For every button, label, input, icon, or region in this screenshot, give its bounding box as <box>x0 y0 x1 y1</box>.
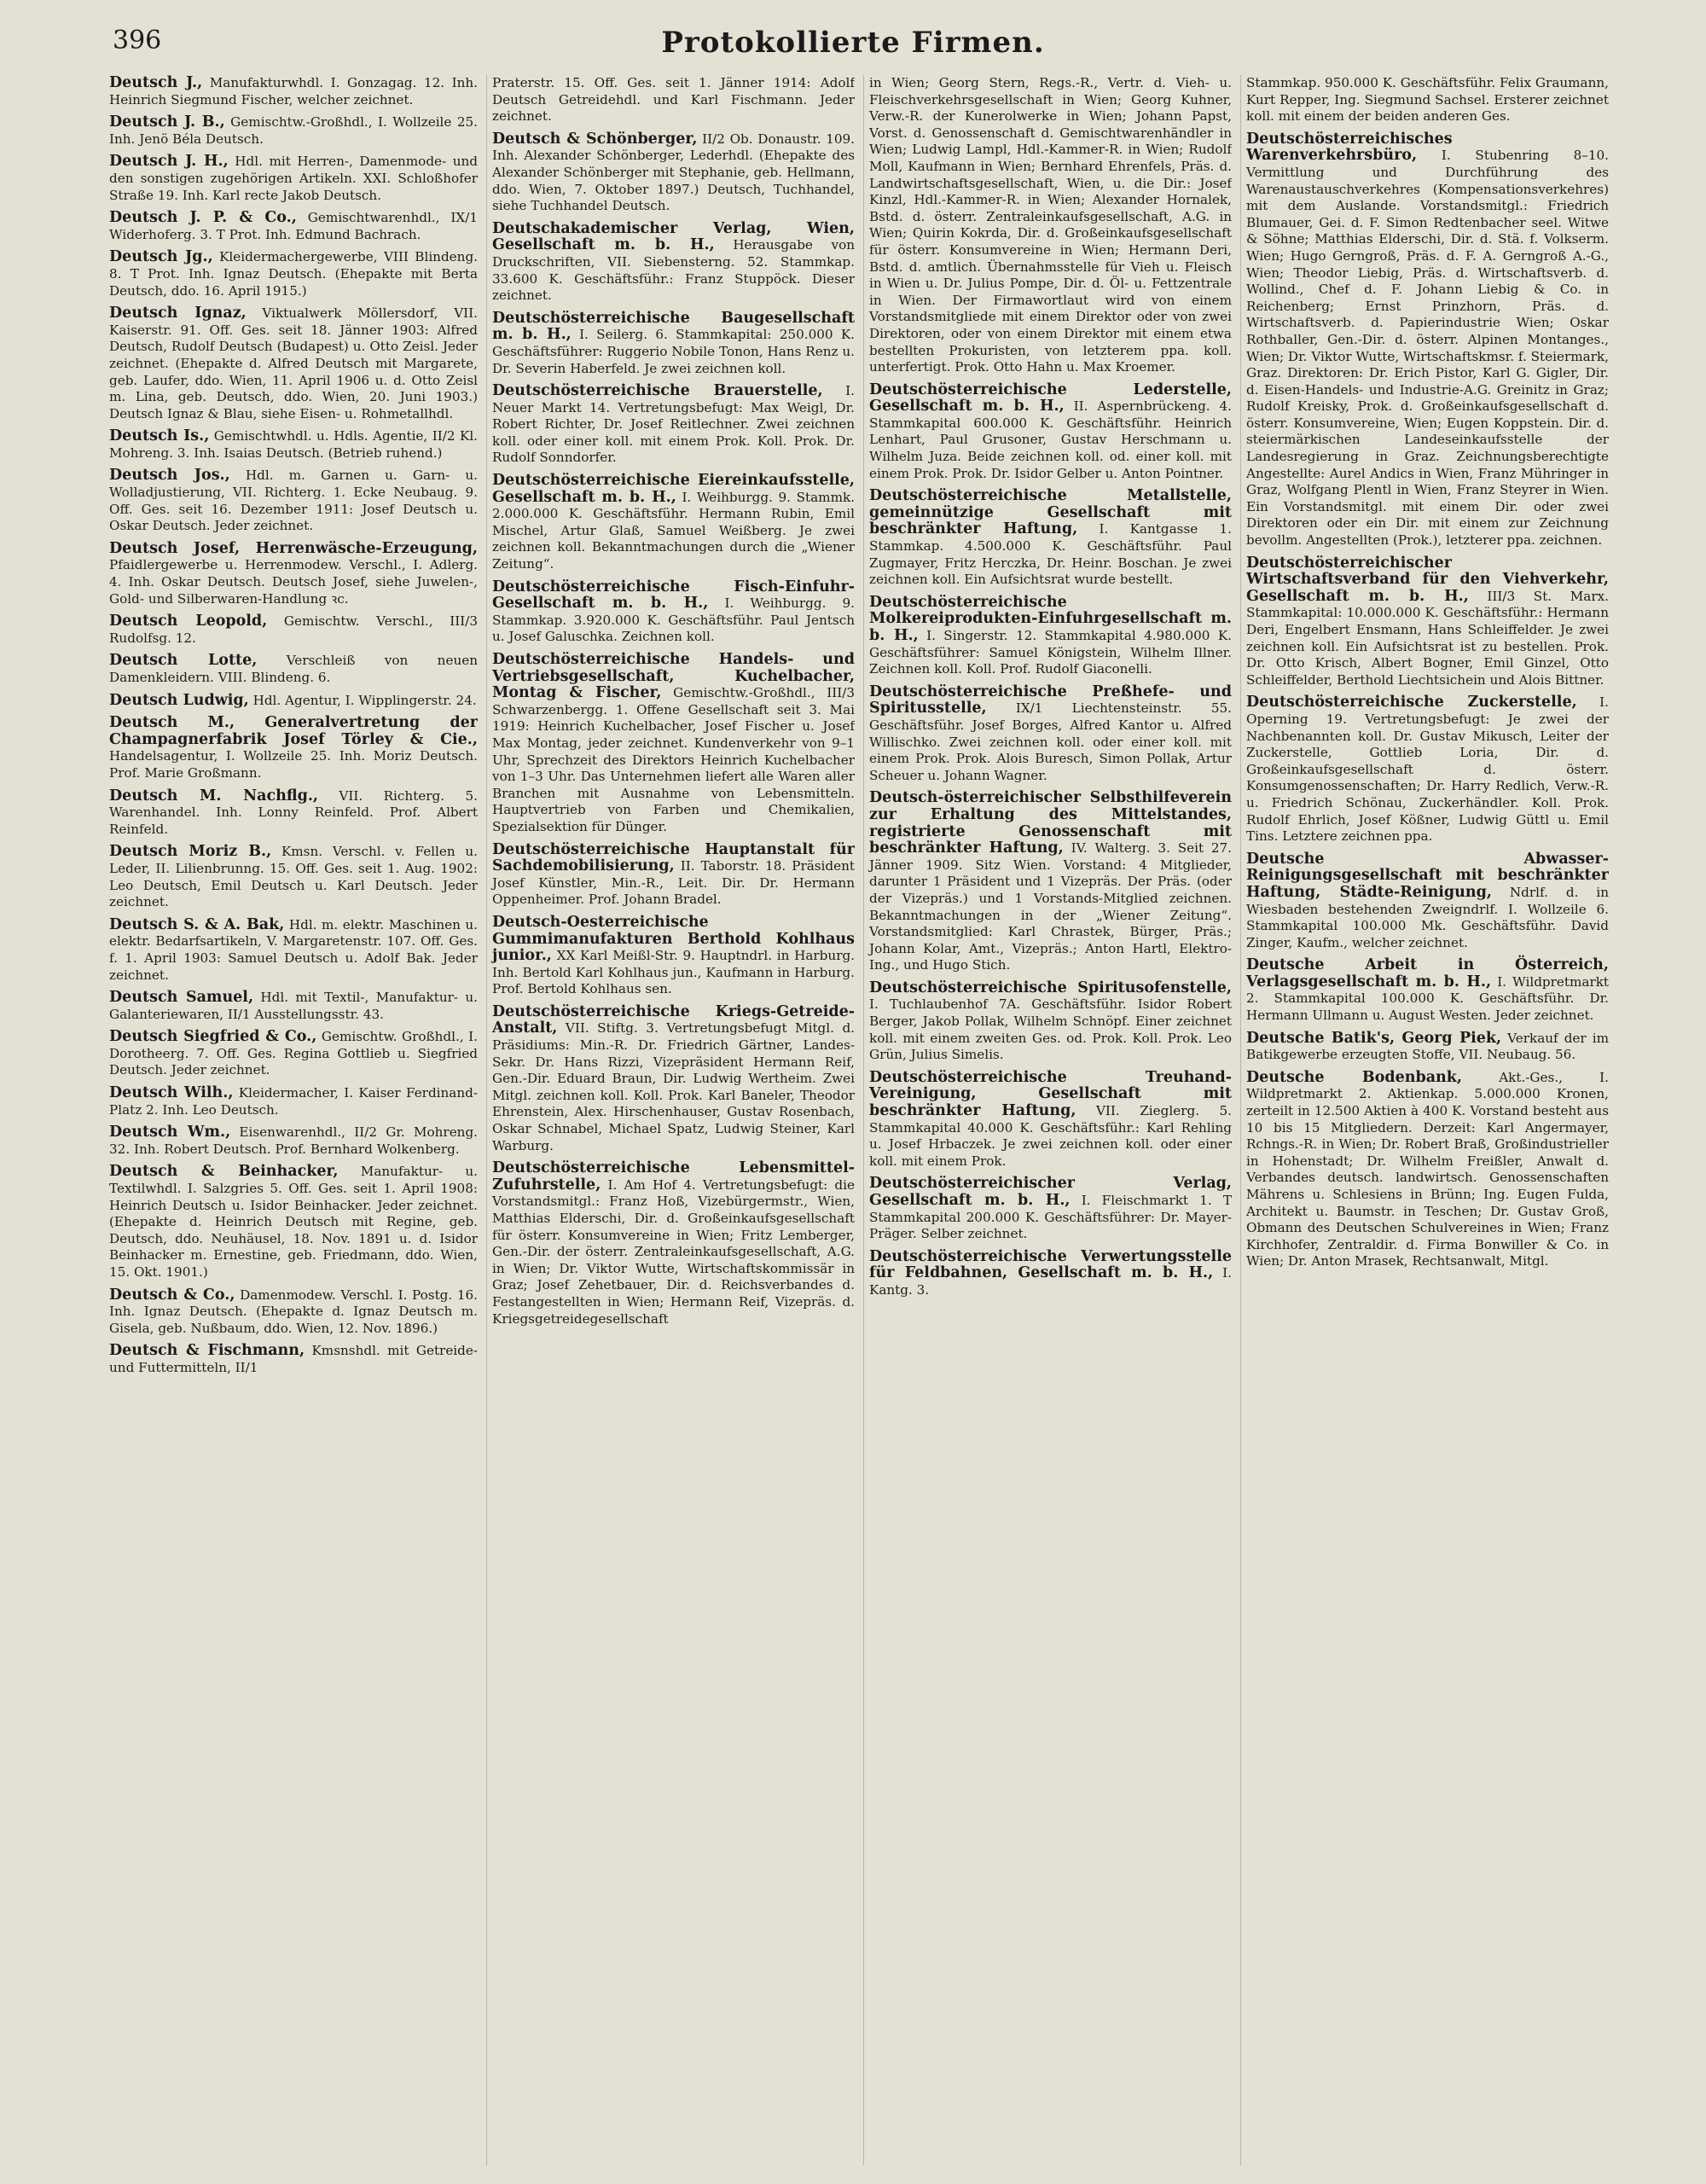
entry-text: Hdl. m. elektr. Maschinen u. elektr. Bedarfsartikeln, V. Margaretenstr. 107. Off. Ges. f. 1. April 1903: Samuel Deutsch u. Adolf Bak. Jeder zeichnet. <box>109 916 478 983</box>
directory-entry <box>109 844 478 910</box>
firm-name: Deutsch & Beinhacker, <box>109 1163 339 1181</box>
entry-text: I. Fleischmarkt 1. T Stammkapital 200.000 K. Geschäftsführer: Dr. Mayer-Präger. Selber zeichnet. <box>869 1193 1232 1242</box>
directory-entry <box>869 488 1232 589</box>
firm-name: Deutschösterreichische Metallstelle, gemeinnützige Gesellschaft mit beschränkter Haftung, <box>869 487 1232 538</box>
directory-entry <box>109 1085 478 1118</box>
firm-name: Deutsch Wm., <box>109 1124 231 1141</box>
directory-entry <box>109 305 478 422</box>
entry-text: Hdl. mit Textil-, Manufaktur- u. Galanteriewaren, II/1 Ausstellungsstr. 43. <box>109 990 478 1022</box>
entry-text: Manufakturwhdl. I. Gonzagag. 12. Inh. Heinrich Siegmund Fischer, welcher zeichnet. <box>109 75 478 107</box>
entry-text: I. Singerstr. 12. Stammkapital 4.980.000 K. Geschäftsführer: Samuel Königstein, Wilhelm Illner. Zeichnen koll. Koll. Prof. Rudolf Giaconelli. <box>869 628 1232 677</box>
entry-text: III/3 St. Marx. Stammkapital: 10.000.000 K. Geschäftsführ.: Hermann Deri, Engelbert Ensmann, Hans Schleiffelder. Je zwei zeichnen koll. Ein Aufsichtsrat ist zu bestellen. Prok. Dr. Otto Krisch, Albert Bogner, Emil Ginzel, Otto Schleiffelder, Berthold Liechtsichein und Alois Bittner. <box>1246 588 1609 688</box>
firm-name: Deutschösterreichische Zuckerstelle, <box>1246 694 1577 712</box>
firm-name: Deutsch J. P. & Co., <box>109 209 297 227</box>
directory-entry <box>492 1004 855 1154</box>
entry-text: IV. Walterg. 3. Seit 27. Jänner 1909. Sitz Wien. Vorstand: 4 Mitglieder, darunter 1 Präsident und 1 Vizepräs. Der Präs. (oder der Vizepräs.) und 1 Vorstands-Mitglied zeichnen. Bekanntmachungen in der „Wiener Zeitung“. Vorstandsmitglied: Karl Chrastek, Bürger, Präs.; Johann Kolar, Amt., Vizepräs.; Anton Hartl, Elektro-Ing., und Hugo Stich. <box>869 840 1232 973</box>
directory-entry <box>109 154 478 204</box>
entry-text: Ndrlf. d. in Wiesbaden bestehenden Zweigndrlf. I. Wollzeile 6. Stammkapital 100.000 Mk. Geschäftsführ. David Zinger, Kaufm., welcher zeichnet. <box>1246 884 1609 950</box>
directory-entry <box>492 221 855 305</box>
entry-text: XX Karl Meißl-Str. 9. Hauptndrl. in Harburg. Inh. Bertold Karl Kohlhaus jun., Kaufmann in Harburg. Prof. Bertold Kohlhaus sen. <box>492 948 855 997</box>
firm-name: Deutsch-österreichischer Selbsthilfeverein zur Erhaltung des Mittelstandes, registrierte Genossenschaft mit beschränkter Haftung, <box>869 789 1232 857</box>
entry-text: Eisenwarenhdl., II/2 Gr. Mohreng. 32. Inh. Robert Deutsch. Prof. Bernhard Wolkenberg. <box>109 1124 478 1157</box>
firm-name: Deutschösterreichische Eiereinkaufsstelle, Gesellschaft m. b. H., <box>492 472 855 506</box>
firm-name: Deutsch Ludwig, <box>109 691 249 709</box>
directory-entry <box>109 210 478 243</box>
directory-entry <box>869 1070 1232 1170</box>
column-2 <box>486 75 855 2165</box>
directory-entry <box>109 1164 478 1281</box>
firm-name: Deutschakademischer Verlag, Wien, Gesellschaft m. b. H., <box>492 219 855 254</box>
firm-name: Deutsch M. Nachflg., <box>109 787 319 804</box>
firm-name: Deutschösterreichische Brauerstelle, <box>492 382 823 400</box>
firm-name: Deutsch & Schönberger, <box>492 130 698 148</box>
firm-name: Deutsch Josef, Herrenwäsche-Erzeugung, <box>109 539 478 557</box>
directory-entry <box>492 915 855 998</box>
directory-entry <box>492 311 855 377</box>
firm-name: Deutsche Arbeit in Österreich, Verlagsgesellschaft m. b. H., <box>1246 956 1609 990</box>
directory-entry <box>109 1343 478 1376</box>
firm-name: Deutschösterreichische Treuhand-Vereinigung, Gesellschaft mit beschränkter Haftung, <box>869 1068 1232 1120</box>
directory-entry <box>109 114 478 148</box>
entry-text: Kleidermacher, I. Kaiser Ferdinand-Platz 2. Inh. Leo Deutsch. <box>109 1085 478 1118</box>
entry-text: Gemischtw. Großhdl., I. Dorotheerg. 7. Off. Ges. Regina Gottlieb u. Siegfried Deutsch. Jeder zeichnet. <box>109 1029 478 1078</box>
entry-text: I. Stubenring 8–10. Vermittlung und Durchführung des Warenaustauschverkehres (Kompensationsverkehres) mit dem Auslande. Vorstandsmitgl.: Friedrich Blumauer, Gei. d. F. Simon Redtenbacher seel. Witwe & Söhne; Matthias Elderschi, Dir. d. Stä. f. Volkserm. Wien; Hugo Gerngroß, Präs. d. F. A. Gerngroß A.-G., Wien; Theodor Liebig, Präs. d. Wirtschaftsverb. d. Wollind., Chef d. F. Johann Liebig & Co. in Reichenberg; Ernst Prinzhorn, Präs. d. Wirtschaftsverb. d. Papierindustrie Wien; Oskar Rothballer, Gen.-Dir. d. österr. Alpinen Montanges., Wien; Dr. Viktor Wutte, Wirtschaftskmsr. f. Steiermark, Graz. Direktoren: Dr. Erich Pistor, Karl G. Gigler, Dir. d. Eisen-Handels- und Industrie-A.G. Greinitz in Graz; Rudolf Kreisky, Prok. d. Großeinkaufsgesellschaft d. österr. Konsumvereine, Wien; Eugen Koppstein. Dir. d. steiermärkischen Landeseinkaufsstelle der Landesregierung in Graz. Zeichnungsberechtigte Angestellte: Aurel Andics in Wien, Franz Mühringer in Graz, Wolfgang Plentl in Wien, Franz Steyrer in Wien. Ein Vorstandsmitgl. mit einem Dir. oder zwei Direktoren oder ein Dir. mit einem zur Zeichnung bevollm. Angestellten (Prok.), letzterer ppa. zeichnen. <box>1246 148 1609 549</box>
directory-entry <box>492 473 855 573</box>
directory-entry <box>869 382 1232 483</box>
directory-entry <box>109 990 478 1023</box>
entry-text: I. Kantg. 3. <box>869 1265 1232 1298</box>
entry-text: II. Taborstr. 18. Präsident Josef Künstler, Min.-R., Leit. Dir. Dr. Hermann Oppenheimer. Prof. Johann Bradel. <box>492 858 855 908</box>
entry-text: Herausgabe von Druckschriften, VII. Siebensterng. 52. Stammkap. 33.600 K. Geschäftsführ.: Franz Stuppöck. Dieser zeichnet. <box>492 237 855 304</box>
directory-entry <box>869 980 1232 1064</box>
entry-text: Gemischtw.-Großhdl., I. Wollzeile 25. Inh. Jenö Béla Deutsch. <box>109 114 478 147</box>
firm-name: Deutschösterreichische Lederstelle, Gesellschaft m. b. H., <box>869 380 1232 415</box>
directory-entry <box>869 595 1232 678</box>
entry-text: I. Tuchlaubenhof 7A. Geschäftsführ. Isidor Robert Berger, Jakob Pollak, Wilhelm Schnöpf. Einer zeichnet koll. mit einem zweiten Ges. od. Prok. Koll. Prok. Leo Grün, Julius Simelis. <box>869 996 1232 1063</box>
directory-entry <box>109 428 478 462</box>
directory-entry <box>109 613 478 647</box>
entry-text: Gemischtwhdl. u. Hdls. Agentie, II/2 Kl. Mohreng. 3. Inh. Isaias Deutsch. (Betrieb ruhend.) <box>109 428 478 461</box>
directory-entry <box>492 383 855 467</box>
firm-name: Deutsch Wilh., <box>109 1084 234 1102</box>
entry-text: Akt.-Ges., I. Wildpretmarkt 2. Aktienkap. 5.000.000 Kronen, zerteilt in 12.500 Aktien à 400 K. Vorstand besteht aus 10 bis 15 Mitgliedern. Derzeit: Karl Angermayer, Rchngs.-R. in Wien; Dr. Robert Braß, Großindustrieller in Hohenstadt; Dr. Wilhelm Freißler, Anwalt d. Verbandes deutsch. landwirtsch. Genossenschaften Mährens u. Schlesiens in Brünn; Ing. Eugen Fulda, Architekt u. Baumstr. in Teschen; Dr. Gustav Groß, Obmann des Deutschen Schulvereines in Wien; Franz Kirchhofer, Zentraldir. d. Firma Bonwiller & Co. in Wien; Dr. Anton Mrasek, Rechtsanwalt, Mitgl. <box>1246 1069 1609 1269</box>
directory-entry <box>109 249 478 299</box>
directory-entry <box>109 75 478 108</box>
directory-entry <box>869 1249 1232 1299</box>
firm-name: Deutsche Bodenbank, <box>1246 1068 1462 1086</box>
entry-text: VII. Richterg. 5. Warenhandel. Inh. Lonny Reinfeld. Prof. Albert Reinfeld. <box>109 787 478 837</box>
entry-text: Hdl. m. Garnen u. Garn- u. Wolladjustierung, VII. Richterg. 1. Ecke Neubaug. 9. Off. Ges. seit 16. Dezember 1911: Josef Deutsch u. Oskar Deutsch. Jeder zeichnet. <box>109 468 478 534</box>
directory-entry <box>109 468 478 534</box>
entry-continuation <box>869 75 1232 376</box>
directory-entry <box>109 541 478 607</box>
directory-entry <box>492 842 855 909</box>
directory-entry <box>109 917 478 984</box>
entry-text: Handelsagentur, I. Wollzeile 25. Inh. Moriz Deutsch. Prof. Marie Großmann. <box>109 748 478 781</box>
firm-name: Deutschösterreichische Fisch-Einfuhr-Gesellschaft m. b. H., <box>492 578 855 613</box>
firm-name: Deutsch & Co., <box>109 1286 235 1304</box>
firm-name: Deutsch Siegfried & Co., <box>109 1028 317 1046</box>
entry-text: in Wien; Georg Stern, Regs.-R., Vertr. d. Vieh- u. Fleischverkehrsgesellschaft in Wien; Georg Kuhner, Verw.-R. der Kunerolwerke in Wien; Johann Papst, Vorst. d. Genossenschaft d. Gemischtwarenhändler in Wien; Ludwig Lampl, Hdl.-Kammer-R. in Wien; Rudolf Moll, Kaufmann in Wien; Bernhard Ehrenfels, Präs. d. Landwirtschaftsgesellschaft, Wien, u. die Dir.: Josef Kinzl, Hdl.-Kammer-R. in Wien; Alexander Hornalek, Bstd. d. österr. Zentraleinkaufsgesellschaft, A.G. in Wien; Quirin Kokrda, Dir. d. Großeinkaufsgesellschaft für österr. Konsumvereine in Wien; Hermann Deri, Bstd. d. amtlich. Übernahmsstelle für Vieh u. Fleisch in Wien u. Dr. Julius Pompe, Dir. d. Öl- u. Fettzentrale in Wien. Der Firmawortlaut wird von einem Vorstandsmitgliede mit einem Direktor oder von zwei Direktoren, oder von einem Direktor mit einem etwa bestellten Prokuristen, von letzterem ppa. koll. unterfertigt. Prok. Otto Hahn u. Max Kroemer. <box>869 75 1232 375</box>
firm-name: Deutsch Is., <box>109 427 210 445</box>
directory-entry <box>1246 131 1609 549</box>
directory-entry <box>869 1176 1232 1242</box>
entry-text: I. Wildpretmarkt 2. Stammkapital 100.000 K. Geschäftsführ. Dr. Hermann Ullmann u. August Westen. Jeder zeichnet. <box>1246 973 1609 1024</box>
directory-entry <box>492 131 855 215</box>
page-header <box>0 26 1706 77</box>
firm-name: Deutschösterreichischer Verlag, Gesellschaft m. b. H., <box>869 1175 1232 1209</box>
column-4 <box>1240 75 1609 2165</box>
firm-name: Deutschösterreichische Hauptanstalt für Sachdemobilisierung, <box>492 840 855 875</box>
firm-name: Deutschösterreichische Lebensmittel-Zufuhrstelle, <box>492 1159 855 1194</box>
entry-text: Manufaktur- u. Textilwhdl. I. Salzgries 5. Off. Ges. seit 1. April 1908: Heinrich Deutsch u. Isidor Beinhacker. Jeder zeichnet. (Ehepakte d. Heinrich Deutsch mit Regine, geb. Deutsch, ddo. Neuhäusel, 18. Nov. 1891 u. d. Isidor Beinhacker m. Ernestine, geb. Friedmann, ddo. Wien, 15. Okt. 1901.) <box>109 1164 478 1280</box>
firm-name: Deutsch Jg., <box>109 248 213 266</box>
entry-text: Hdl. mit Herren-, Damenmode- und den sonstigen zugehörigen Artikeln. XXI. Schloßhofer Straße 19. Inh. Karl recte Jakob Deutsch. <box>109 154 478 203</box>
firm-name: Deutsch Samuel, <box>109 989 254 1007</box>
directory-entry <box>1246 957 1609 1024</box>
entry-text: I. Weihburgg. 9. Stammk. 2.000.000 K. Geschäftsführ. Hermann Rubin, Emil Mischel, Artur Glaß, Samuel Weißberg. Je zwei zeichnen koll. Bekanntmachungen durch die „Wiener Zeitung“. <box>492 489 855 572</box>
firm-name: Deutsch Leopold, <box>109 613 268 630</box>
entry-text: Hdl. Agentur, I. Wipplingerstr. 24. <box>252 692 477 708</box>
firm-name: Deutsch & Fischmann, <box>109 1342 305 1360</box>
entry-text: Kleidermachergewerbe, VIII Blindeng. 8. T Prot. Inh. Ignaz Deutsch. (Ehepakte mit Berta Deutsch, ddo. 16. April 1915.) <box>109 249 478 299</box>
directory-entry <box>492 652 855 836</box>
firm-name: Deutsche Abwasser-Reinigungsgesellschaft mit beschränkter Haftung, Städte-Reinigung, <box>1246 850 1609 901</box>
directory-entry <box>1246 694 1609 845</box>
entry-text: Kmsnshdl. mit Getreide- und Futtermitteln, II/1 <box>109 1343 478 1375</box>
firm-name: Deutsch Lotte, <box>109 652 258 670</box>
entry-text: I. Kantgasse 1. Stammkap. 4.500.000 K. Geschäftsführ. Paul Zugmayer, Fritz Herczka, Dr. Heinr. Boschan. Je zwei zeichnen koll. Ein Aufsichtsrat wurde bestellt. <box>869 521 1232 588</box>
directory-entry <box>109 1124 478 1158</box>
page-number: 396 <box>113 26 162 55</box>
entry-text: Verschleiß von neuen Damenkleidern. VIII. Blindeng. 6. <box>109 653 478 685</box>
entry-text: Damenmodew. Verschl. I. Postg. 16. Inh. Ignaz Deutsch. (Ehepakte d. Ignaz Deutsch m. Gisela, geb. Nußbaum, ddo. Wien, 12. Nov. 1896.) <box>109 1287 478 1336</box>
firm-name: Deutsch Ignaz, <box>109 305 247 322</box>
firm-name: Deutschösterreichischer Wirtschaftsverband für den Viehverkehr, Gesellschaft m. b. H., <box>1246 554 1609 605</box>
entry-text: I. Operning 19. Vertretungsbefugt: Je zwei der Nachbenannten koll. Dr. Gustav Mikusch, Leiter der Zuckerstelle, Gottlieb Loria, Dir. d. Großeinkaufsgesellschaft d. österr. Konsumgenossenschaften; Dr. Harry Redlich, Verw.-R. u. Friedrich Schönau, Zuckerhändler. Koll. Prok. Rudolf Ehrlich, Josef Kößner, Ludwig Güttl u. Emil Tins. Letztere zeichnen ppa. <box>1246 694 1609 845</box>
entry-text: Gemischtwarenhdl., IX/1 Widerhoferg. 3. T Prot. Inh. Edmund Bachrach. <box>109 210 478 242</box>
firm-name: Deutsch S. & A. Bak, <box>109 915 285 933</box>
directory-entry <box>109 653 478 686</box>
running-title: Protokollierte Firmen. <box>661 26 1045 60</box>
firm-name: Deutschösterreichische Handels- und Vertriebsgesellschaft, Kuchelbacher, Montag & Fischer, <box>492 651 855 702</box>
entry-text: II. Aspernbrückeng. 4. Stammkapital 600.000 K. Geschäftsführ. Heinrich Lenhart, Paul Grusoner, Gustav Herschmann u. Wilhelm Juza. Beide zeichnen koll. od. einer koll. mit einem Prok. Prok. Dr. Isidor Gelber u. Anton Pointner. <box>869 398 1232 481</box>
firm-name: Deutschösterreichische Baugesellschaft m. b. H., <box>492 309 855 344</box>
entry-text: VII. Zieglerg. 5. Stammkapital 40.000 K. Geschäftsführ.: Karl Rehling u. Josef Hrbaczek. Je zwei zeichnen koll. oder einer koll. mit einem Prok. <box>869 1103 1232 1169</box>
entry-text: I. Am Hof 4. Vertretungsbefugt: die Vorstandsmitgl.: Franz Hoß, Vizebürgermstr., Wien, Matthias Elderschi, Dir. d. Großeinkaufsgesellschaft für österr. Konsumvereine in Wien; Fritz Lemberger, Gen.-Dir. der österr. Zentraleinkaufsgesellschaft, A.G. in Wien; Dr. Viktor Wutte, Wirtschaftskommissär in Graz; Josef Zehetbauer, Dir. d. Reichsverbandes d. Festangestellten in Wien; Hermann Reif, Vizepräs. d. Kriegsgetreidegesellschaft <box>492 1176 855 1327</box>
firm-name: Deutsch M., Generalvertretung der Champagnerfabrik Josef Törley & Cie., <box>109 714 478 748</box>
directory-entry <box>1246 555 1609 689</box>
entry-text: Kmsn. Verschl. v. Fellen u. Leder, II. Lilienbrunng. 15. Off. Ges. seit 1. Aug. 1902: Leo Deutsch, Emil Deutsch u. Karl Deutsch. Jeder zeichnet. <box>109 844 478 910</box>
firm-name: Deutsch Jos., <box>109 467 230 485</box>
entry-continuation <box>1246 75 1609 125</box>
firm-name: Deutsch J. B., <box>109 113 225 131</box>
entry-text: II/2 Ob. Donaustr. 109. Inh. Alexander Schönberger, Lederhdl. (Ehepakte des Alexander Schönberger mit Stephanie, geb. Hellmann, ddo. Wien, 7. Oktober 1897.) Deutsch, Tuchhandel, siehe Tuchhandel Deutsch. <box>492 131 855 214</box>
firm-name: Deutsch Moriz B., <box>109 843 272 861</box>
directory-entry <box>109 715 478 781</box>
entry-text: IX/1 Liechtensteinstr. 55. Geschäftsführ. Josef Borges, Alfred Kantor u. Alfred Willischko. Zwei zeichnen koll. oder einer koll. mit einem Prok. Prok. Alois Buresch, Simon Pollak, Artur Scheuer u. Johann Wagner. <box>869 700 1232 783</box>
entry-text: Stammkap. 950.000 K. Geschäftsführ. Felix Graumann, Kurt Repper, Ing. Siegmund Sachsel. Ersterer zeichnet koll. mit einem der beiden anderen Ges. <box>1246 75 1609 125</box>
entry-text: Praterstr. 15. Off. Ges. seit 1. Jänner 1914: Adolf Deutsch Getreidehdl. und Karl Fischmann. Jeder zeichnet. <box>492 75 855 125</box>
directory-entry <box>109 1287 478 1338</box>
entry-text: Verkauf der im Batikgewerbe erzeugten Stoffe, VII. Neubaug. 56. <box>1246 1030 1609 1063</box>
entry-continuation <box>492 75 855 125</box>
entry-text: Gemischtw.-Großhdl., III/3 Schwarzenbergg. 1. Offene Gesellschaft seit 3. Mai 1919: Heinrich Kuchelbacher, Josef Fischer u. Josef Max Montag, jeder zeichnet. Kundenverkehr von 9–1 Uhr, Sprechzeit des Direktors Heinrich Kuchelbacher von 1–3 Uhr. Das Unternehmen liefert alle Waren aller Branchen mit Ausnahme von Lebensmitteln. Hauptvertrieb von Farben und Chemikalien, Spezialsektion für Dünger. <box>492 685 855 834</box>
firm-name: Deutschösterreichische Molkereiprodukten-Einfuhrgesellschaft m. b. H., <box>869 593 1232 644</box>
directory-entry <box>1246 1031 1609 1064</box>
firm-name: Deutsche Batik's, Georg Piek, <box>1246 1029 1502 1047</box>
directory-entry <box>109 788 478 839</box>
directory-entry <box>1246 1070 1609 1270</box>
entry-text: Gemischtw. Verschl., III/3 Rudolfsg. 12. <box>109 613 478 646</box>
firm-name: Deutschösterreichische Verwertungsstelle für Feldbahnen, Gesellschaft m. b. H., <box>869 1247 1232 1282</box>
firm-name: Deutschösterreichische Kriegs-Getreide-Anstalt, <box>492 1002 855 1037</box>
entry-text: Pfaidlergewerbe u. Herrenmodew. Verschl., I. Adlerg. 4. Inh. Oskar Deutsch. Deutsch Josef, siehe Juwelen-, Gold- und Silberwaren-Handlung ꝛc. <box>109 557 478 607</box>
entry-text: I. Seilerg. 6. Stammkapital: 250.000 K. Geschäftsführer: Ruggerio Nobile Tonon, Hans Renz u. Dr. Severin Haberfeld. Je zwei zeichnen koll. <box>492 327 855 376</box>
directory-entry <box>869 684 1232 785</box>
entry-text: I. Weihburgg. 9. Stammkap. 3.920.000 K. Geschäftsführ. Paul Jentsch u. Josef Galuschka. Zeichnen koll. <box>492 595 855 645</box>
entry-text: I. Neuer Markt 14. Vertretungsbefugt: Max Weigl, Dr. Robert Richter, Dr. Josef Reitlechner. Zwei zeichnen koll. oder einer koll. mit einem Prok. Koll. Prok. Dr. Rudolf Sonndorfer. <box>492 383 855 466</box>
firm-name: Deutsch J. H., <box>109 153 229 171</box>
firm-name: Deutschösterreichische Spiritusofenstelle, <box>869 979 1232 996</box>
directory-entry <box>109 1029 478 1079</box>
firm-name: Deutsch-Oesterreichische Gummimanufakturen Berthold Kohlhaus junior., <box>492 913 855 965</box>
column-3 <box>863 75 1232 2165</box>
directory-entry <box>109 693 478 710</box>
directory-entry <box>869 790 1232 974</box>
column-1 <box>109 75 478 2165</box>
firm-name: Deutschösterreichische Preßhefe- und Spiritusstelle, <box>869 682 1232 717</box>
firm-name: Deutschösterreichisches Warenverkehrsbüro, <box>1246 130 1453 165</box>
directory-entry <box>492 579 855 646</box>
firm-name: Deutsch J., <box>109 75 203 91</box>
directory-entry <box>492 1160 855 1327</box>
entry-text: Viktualwerk Möllersdorf, VII. Kaiserstr. 91. Off. Ges. seit 18. Jänner 1903: Alfred Deutsch, Rudolf Deutsch (Budapest) u. Otto Zeisl. Jeder zeichnet. (Ehepakte d. Alfred Deutsch mit Margarete, geb. Laufer, ddo. Wien, 11. April 1906 u. d. Otto Zeisl m. Lina, geb. Deutsch, ddo. Wien, 20. Juni 1903.) Deutsch Ignaz & Blau, siehe Eisen- u. Rohmetallhdl. <box>109 305 478 421</box>
text-columns <box>109 75 1619 2165</box>
directory-entry <box>1246 851 1609 952</box>
entry-text: VII. Stiftg. 3. Vertretungsbefugt Mitgl. d. Präsidiums: Min.-R. Dr. Friedrich Gärtner, Landes-Sekr. Dr. Hans Rizzi, Vizepräsident Hermann Reif, Gen.-Dir. Eduard Braun, Dir. Ludwig Wertheim. Zwei Mitgl. zeichnen koll. Koll. Prok. Karl Baneler, Theodor Ehrenstein, Alex. Hirschenhauser, Gustav Rosenbach, Oskar Schnabel, Michael Spatz, Ludwig Steiner, Karl Warburg. <box>492 1020 855 1153</box>
